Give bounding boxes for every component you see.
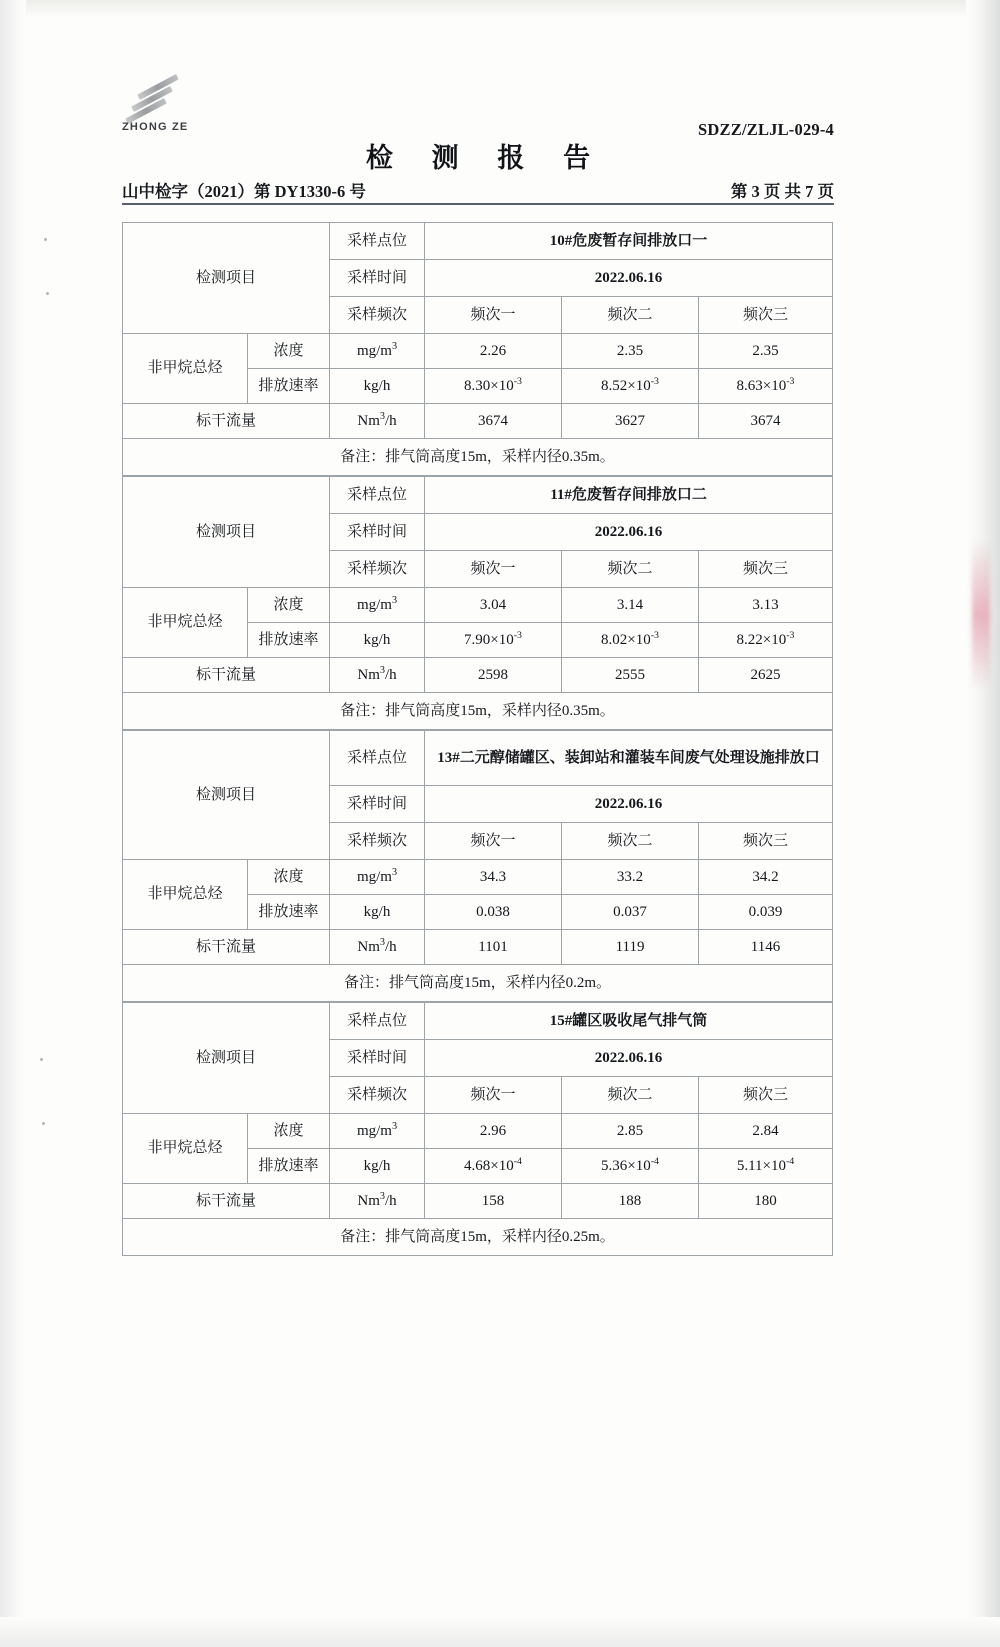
emission-rate-label: 排放速率 (248, 895, 330, 930)
sampling-frequency-label: 采样频次 (330, 823, 425, 860)
concentration-unit: $mg/m^3$ (330, 1114, 425, 1149)
frequency-3-header: 频次三 (699, 823, 833, 860)
concentration-label: 浓度 (248, 860, 330, 895)
emission-rate-value-1: 0.038 (425, 895, 562, 930)
concentration-value-1: 3.04 (425, 588, 562, 623)
sampling-time-value: 2022.06.16 (425, 1040, 833, 1077)
table-row (123, 334, 833, 369)
sampling-point-label: 采样点位 (330, 477, 425, 514)
concentration-value-3: 2.35 (699, 334, 833, 369)
logo-bars-icon (122, 78, 202, 122)
std-dry-flow-value-3: 1146 (699, 930, 833, 965)
sampling-point-value: 11#危废暂存间排放口二 (425, 477, 833, 514)
frequency-1-header: 频次一 (425, 1077, 562, 1114)
emission-rate-value-1: $7.90\times 10^{-3}$ (425, 623, 562, 658)
frequency-2-header: 频次二 (562, 1077, 699, 1114)
frequency-1-header: 频次一 (425, 823, 562, 860)
report-subline (122, 178, 834, 204)
scan-edge-top (0, 0, 1000, 18)
emission-rate-value-2: $5.36\times 10^{-4}$ (562, 1149, 699, 1184)
results-tables (122, 222, 832, 1256)
table-row (123, 1184, 833, 1219)
table-row (123, 588, 833, 623)
std-dry-flow-value-1: 1101 (425, 930, 562, 965)
frequency-2-header: 频次二 (562, 551, 699, 588)
remark-text: 备注：排气筒高度15m，采样内径0.35m。 (123, 693, 833, 730)
sampling-point-value: 15#罐区吸收尾气排气筒 (425, 1003, 833, 1040)
scan-speck (42, 1122, 45, 1125)
table-row (123, 439, 833, 476)
sampling-frequency-label: 采样频次 (330, 551, 425, 588)
table-row (123, 404, 833, 439)
sampling-time-label: 采样时间 (330, 260, 425, 297)
emission-rate-unit: kg/h (330, 369, 425, 404)
header-divider (122, 203, 834, 205)
measurement-block (122, 1002, 833, 1256)
report-number: 山中检字（2021）第 DY1330-6 号 (122, 182, 366, 201)
concentration-unit: $mg/m^3$ (330, 334, 425, 369)
concentration-value-3: 3.13 (699, 588, 833, 623)
sampling-point-label: 采样点位 (330, 223, 425, 260)
concentration-unit: $mg/m^3$ (330, 860, 425, 895)
std-dry-flow-unit: Nm$^3$/h (330, 658, 425, 693)
emission-rate-value-3: 0.039 (699, 895, 833, 930)
std-dry-flow-label: 标干流量 (123, 404, 330, 439)
std-dry-flow-value-1: 2598 (425, 658, 562, 693)
concentration-value-1: 2.96 (425, 1114, 562, 1149)
std-dry-flow-unit: Nm$^3$/h (330, 404, 425, 439)
concentration-value-2: 3.14 (562, 588, 699, 623)
frequency-2-header: 频次二 (562, 297, 699, 334)
document-code: SDZZ/ZLJL-029-4 (698, 120, 834, 139)
std-dry-flow-label: 标干流量 (123, 1184, 330, 1219)
emission-rate-value-2: 0.037 (562, 895, 699, 930)
table-row (123, 731, 833, 786)
std-dry-flow-value-2: 188 (562, 1184, 699, 1219)
concentration-value-2: 33.2 (562, 860, 699, 895)
concentration-label: 浓度 (248, 334, 330, 369)
frequency-3-header: 频次三 (699, 297, 833, 334)
emission-rate-unit: kg/h (330, 623, 425, 658)
sampling-time-label: 采样时间 (330, 514, 425, 551)
remark-text: 备注：排气筒高度15m，采样内径0.25m。 (123, 1219, 833, 1256)
std-dry-flow-value-1: 3674 (425, 404, 562, 439)
emission-rate-value-1: $8.30\times 10^{-3}$ (425, 369, 562, 404)
sampling-time-value: 2022.06.16 (425, 514, 833, 551)
std-dry-flow-value-3: 2625 (699, 658, 833, 693)
sampling-time-label: 采样时间 (330, 786, 425, 823)
table-row (123, 965, 833, 1002)
std-dry-flow-label: 标干流量 (123, 658, 330, 693)
test-item-label: 检测项目 (123, 731, 330, 860)
table-row (123, 693, 833, 730)
emission-rate-value-2: $8.52\times 10^{-3}$ (562, 369, 699, 404)
sampling-time-value: 2022.06.16 (425, 260, 833, 297)
std-dry-flow-value-1: 158 (425, 1184, 562, 1219)
concentration-label: 浓度 (248, 1114, 330, 1149)
frequency-3-header: 频次三 (699, 1077, 833, 1114)
frequency-1-header: 频次一 (425, 551, 562, 588)
emission-rate-value-1: $4.68\times 10^{-4}$ (425, 1149, 562, 1184)
emission-rate-unit: kg/h (330, 1149, 425, 1184)
concentration-value-1: 2.26 (425, 334, 562, 369)
std-dry-flow-unit: Nm$^3$/h (330, 930, 425, 965)
scan-speck (46, 292, 49, 295)
std-dry-flow-unit: Nm$^3$/h (330, 1184, 425, 1219)
emission-rate-label: 排放速率 (248, 369, 330, 404)
measurement-block (122, 730, 833, 1002)
sampling-time-value: 2022.06.16 (425, 786, 833, 823)
table-row (123, 930, 833, 965)
sampling-frequency-label: 采样频次 (330, 1077, 425, 1114)
std-dry-flow-value-2: 3627 (562, 404, 699, 439)
std-dry-flow-label: 标干流量 (123, 930, 330, 965)
sampling-frequency-label: 采样频次 (330, 297, 425, 334)
emission-rate-label: 排放速率 (248, 1149, 330, 1184)
sampling-point-value: 13#二元醇储罐区、装卸站和灌装车间废气处理设施排放口 (425, 731, 833, 786)
pollutant-label: 非甲烷总烃 (123, 588, 248, 658)
frequency-1-header: 频次一 (425, 297, 562, 334)
scan-edge-right (966, 0, 1000, 1647)
test-item-label: 检测项目 (123, 1003, 330, 1114)
scan-edge-left (0, 0, 26, 1647)
concentration-value-3: 34.2 (699, 860, 833, 895)
pollutant-label: 非甲烷总烃 (123, 334, 248, 404)
emission-rate-value-3: $5.11\times 10^{-4}$ (699, 1149, 833, 1184)
std-dry-flow-value-2: 1119 (562, 930, 699, 965)
pollutant-label: 非甲烷总烃 (123, 1114, 248, 1184)
std-dry-flow-value-2: 2555 (562, 658, 699, 693)
sampling-time-label: 采样时间 (330, 1040, 425, 1077)
emission-rate-value-3: $8.63\times 10^{-3}$ (699, 369, 833, 404)
remark-text: 备注：排气筒高度15m，采样内径0.35m。 (123, 439, 833, 476)
page-title: 检 测 报 告 (365, 143, 607, 173)
concentration-value-2: 2.85 (562, 1114, 699, 1149)
test-item-label: 检测项目 (123, 477, 330, 588)
pollutant-label: 非甲烷总烃 (123, 860, 248, 930)
emission-rate-value-3: $8.22\times 10^{-3}$ (699, 623, 833, 658)
scan-smudge (972, 540, 990, 690)
measurement-block (122, 222, 833, 476)
scan-speck (40, 1058, 43, 1061)
std-dry-flow-value-3: 180 (699, 1184, 833, 1219)
sampling-point-label: 采样点位 (330, 731, 425, 786)
table-row (123, 860, 833, 895)
concentration-value-2: 2.35 (562, 334, 699, 369)
scan-edge-bottom (0, 1617, 1000, 1647)
table-row (123, 477, 833, 514)
table-row (123, 223, 833, 260)
table-row (123, 1003, 833, 1040)
remark-text: 备注：排气筒高度15m，采样内径0.2m。 (123, 965, 833, 1002)
sampling-point-label: 采样点位 (330, 1003, 425, 1040)
table-row (123, 658, 833, 693)
table-row (123, 1114, 833, 1149)
concentration-value-1: 34.3 (425, 860, 562, 895)
emission-rate-unit: kg/h (330, 895, 425, 930)
logo-text: ZHONG ZE (122, 121, 189, 133)
table-row (123, 1219, 833, 1256)
frequency-3-header: 频次三 (699, 551, 833, 588)
scan-speck (44, 238, 47, 241)
sampling-point-value: 10#危废暂存间排放口一 (425, 223, 833, 260)
concentration-unit: $mg/m^3$ (330, 588, 425, 623)
frequency-2-header: 频次二 (562, 823, 699, 860)
emission-rate-label: 排放速率 (248, 623, 330, 658)
page-number: 第 3 页 共 7 页 (730, 182, 834, 201)
concentration-value-3: 2.84 (699, 1114, 833, 1149)
emission-rate-value-2: $8.02\times 10^{-3}$ (562, 623, 699, 658)
concentration-label: 浓度 (248, 588, 330, 623)
test-item-label: 检测项目 (123, 223, 330, 334)
company-logo (122, 78, 212, 140)
std-dry-flow-value-3: 3674 (699, 404, 833, 439)
measurement-block (122, 476, 833, 730)
